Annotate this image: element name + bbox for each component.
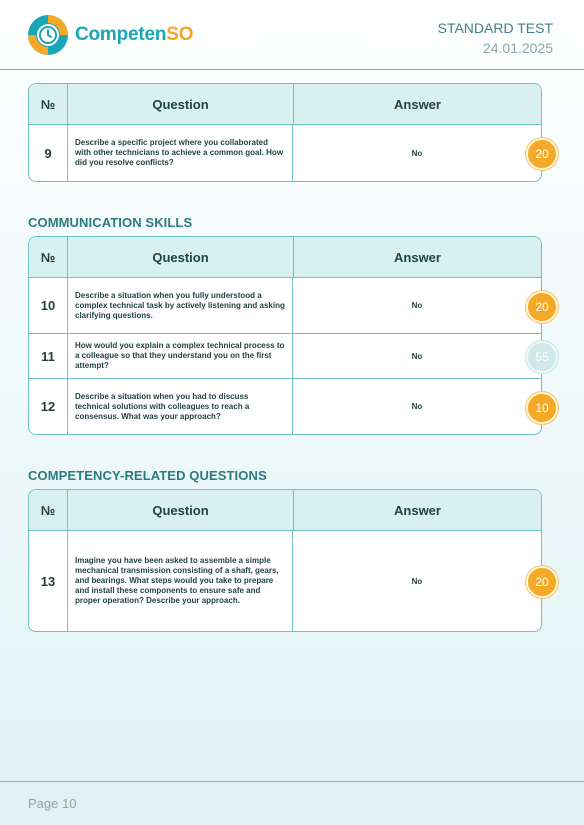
brand-name: CompetenSO	[75, 24, 194, 45]
score-badge: 20	[526, 291, 558, 323]
test-date: 24.01.2025	[482, 40, 553, 56]
row-question: Imagine you have been asked to assemble a simple mechanical transmission consisting of a shaft, gears, and bearings. What steps would you take to prepare and install these components to ensure safe and proper operation? Describe your approach.	[68, 531, 293, 631]
column-question: Question	[68, 490, 294, 530]
column-question: Question	[68, 237, 294, 277]
score-badge: 55	[526, 341, 558, 373]
table-row	[29, 125, 549, 181]
column-number: №	[29, 84, 68, 124]
table-header	[29, 84, 541, 125]
column-answer: Answer	[394, 96, 441, 112]
row-number: 11	[29, 334, 68, 378]
questions-table	[28, 83, 549, 182]
column-question: Question	[68, 84, 294, 124]
test-title: STANDARD TEST	[437, 20, 553, 36]
row-question: Describe a situation when you had to discuss technical solutions with colleagues to reach a consensus. What was your approach?	[68, 379, 293, 434]
section-title: COMPETENCY-RELATED QUESTIONS	[28, 468, 267, 483]
table-header	[29, 237, 541, 278]
score-badge: 20	[526, 138, 558, 170]
row-question: Describe a specific project where you collaborated with other technicians to achieve a common goal. How did you resolve conflicts?	[68, 125, 293, 181]
page-number: Page 10	[28, 796, 77, 811]
row-question: How would you explain a complex technical process to a colleague so that they understand you on the first attempt?	[68, 334, 293, 378]
header-divider	[0, 69, 584, 70]
questions-table	[28, 236, 549, 435]
table-row	[29, 531, 549, 631]
row-answer: No	[411, 402, 423, 411]
footer-divider	[0, 781, 584, 782]
column-number: №	[29, 490, 68, 530]
column-number: №	[29, 237, 68, 277]
questions-table	[28, 489, 549, 632]
row-number: 13	[29, 531, 68, 631]
logo-mark-icon	[27, 14, 69, 56]
brand-logo	[27, 14, 193, 56]
column-answer: Answer	[394, 249, 441, 265]
row-number: 9	[29, 125, 68, 181]
row-answer: No	[411, 576, 423, 586]
table-row	[29, 379, 549, 434]
section-title: COMMUNICATION SKILLS	[28, 215, 193, 230]
row-question: Describe a situation when you fully understood a complex technical task by actively listening and asking clarifying questions.	[68, 278, 293, 333]
column-answer: Answer	[394, 502, 441, 518]
row-number: 12	[29, 379, 68, 434]
page-header	[0, 0, 584, 69]
row-answer: No	[411, 301, 423, 310]
row-number: 10	[29, 278, 68, 333]
table-row	[29, 278, 549, 334]
score-badge: 20	[526, 566, 558, 598]
table-row	[29, 334, 549, 379]
row-answer: No	[411, 148, 423, 158]
table-header	[29, 490, 541, 531]
score-badge: 10	[526, 392, 558, 424]
row-answer: No	[411, 351, 423, 361]
